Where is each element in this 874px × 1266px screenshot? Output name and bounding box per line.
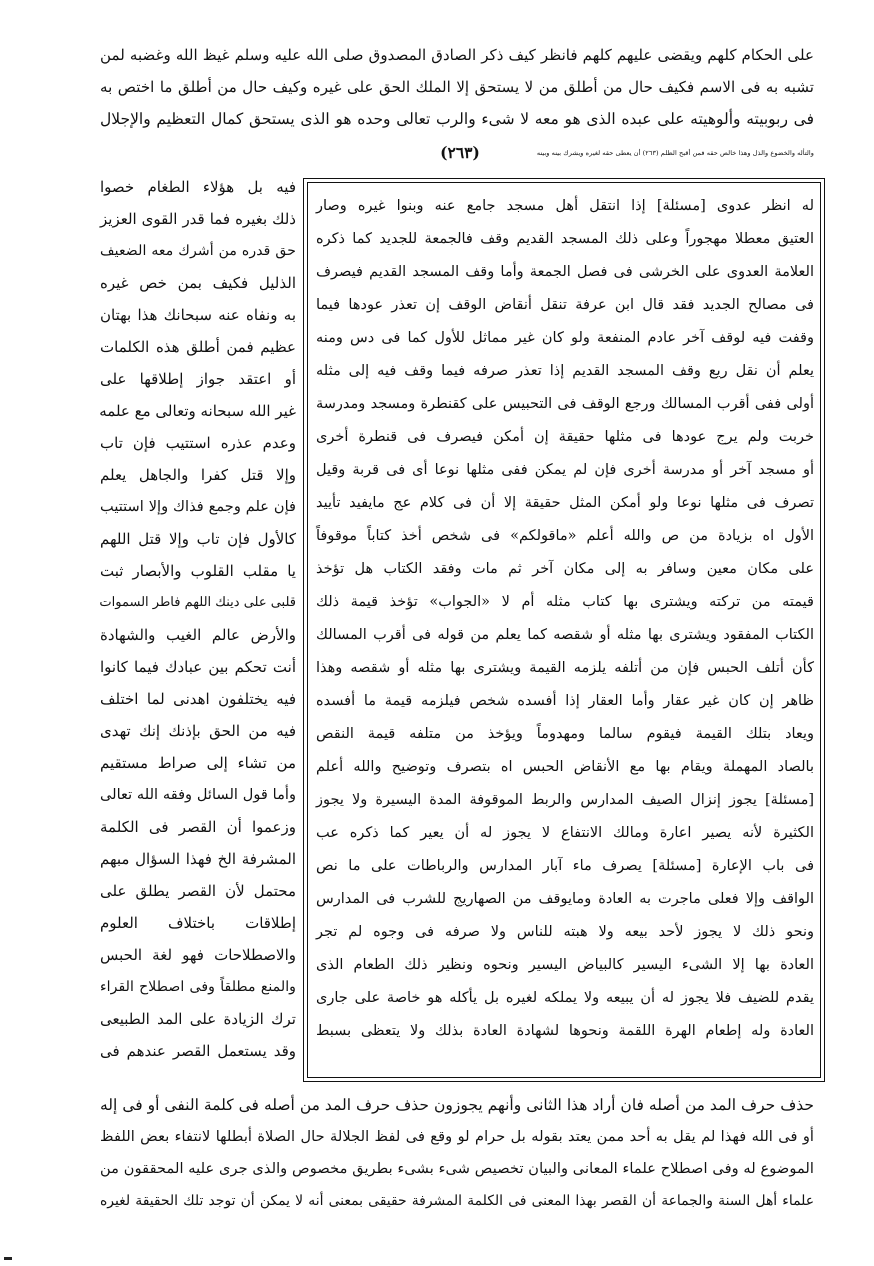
- side-line: أو اعتقد جواز إطلاقها على: [100, 370, 296, 388]
- box-line: الكثيرة لأنه يصير اعارة ومالك الانتفاع لا يجوز له أن يعير كما ذكره عب: [316, 825, 814, 841]
- side-line: وعدم عذره استتيب فإن تاب: [100, 434, 296, 452]
- side-line: فيه من الحق بإذنك إنك تهدى: [100, 722, 296, 740]
- side-line: فإن علم وجمع فذاك وإلا استتيب: [100, 498, 296, 515]
- box-line: على مكان معين وسافر به إلى مكان آخر ثم مات وفقد الكتاب هل تؤخذ: [316, 561, 814, 577]
- side-line: حق قدره من أشرك معه الضعيف: [100, 243, 296, 259]
- side-line: من تشاء إلى صراط مستقيم: [100, 754, 296, 772]
- bottom-line: أو فى الله فهذا لم يقل به أحد ممن يعتد بقوله بل حرام لو وقع فى لفظ الجلالة حال الصلاة أبطلها لانتفاء بعض اللفظ: [100, 1128, 814, 1145]
- box-line: [مسئلة] يجوز إنزال الصيف المدارس والربط الموقوفة المدة اليسيرة ولا يجوز: [316, 792, 814, 808]
- side-line: والاصطلاحات فهو لغة الحبس: [100, 946, 296, 964]
- box-line: العتيق معطلا مهجوراً وعلى ذلك المسجد القديم وقف فالجمعة للجديد كما ذكره: [316, 231, 814, 247]
- box-line: كأن أتلف الحبس فإن من أتلفه يلزمه القيمة ويشترى بها مثله أو شقصه وهذا: [316, 660, 814, 676]
- box-line: العادة وله إطعام الهرة اللقمة ونحوها لشهادة العادة بذلك ولا يتعظى بسبط: [316, 1023, 814, 1039]
- bottom-line: علماء أهل السنة والجماعة أن القصر بهذا المعنى فى الكلمة المشرفة حقيقى بمعنى أنه لا يمكن أن توجد تلك الحقيقة لغيره: [100, 1193, 814, 1209]
- side-line: الذليل فكيف بمن خص غيره: [100, 274, 296, 292]
- box-line: ويعاد بتلك القيمة فيقوم سالما ومهدوماً ويؤخذ من متلفه قيمة النقص: [316, 726, 814, 742]
- box-line: خربت ولم يرج عودها فى مثلها حقيقة إن أمكن فيصرف فى قنطرة أخرى: [316, 429, 814, 445]
- scan-mark: [4, 1257, 12, 1260]
- side-line: به ونفاه عنه سبحانك هذا بهتان: [100, 306, 296, 324]
- bottom-line: حذف حرف المد من أصله فان أراد هذا الثانى وأنهم يجوزون حذف حرف المد من أصله فى كلمة النفى أو فى إله: [100, 1096, 814, 1114]
- box-line: يقدم للضيف فلا يجوز له أن يبيعه ولا يملكه لغيره بل يأكله هو خاصة على جارى: [316, 990, 814, 1006]
- margin-commentary-box: [303, 178, 825, 1082]
- side-line: فيه بل هؤلاء الطغام خصوا: [100, 178, 296, 196]
- side-line: فيه يختلفون اهدنى لما اختلف: [100, 690, 296, 708]
- side-line: عظيم فمن أطلق هذه الكلمات: [100, 338, 296, 356]
- side-line: وزعموا أن القصر فى الكلمة: [100, 818, 296, 836]
- side-line: يا مقلب القلوب والأبصار ثبت: [100, 562, 296, 580]
- side-line: غير الله سبحانه وتعالى مع علمه: [99, 402, 296, 420]
- box-line: فى باب الإعارة [مسئلة] يصرف ماء آبار المدارس والرباطات على ما نص: [316, 858, 814, 874]
- box-line: العلامة العدوى على الخرشى فى فصل الجمعة وأما وقف المسجد القديم فيصرف: [316, 264, 814, 280]
- side-line: المشرفة الخ فهذا السؤال مبهم: [100, 850, 296, 868]
- page-number: (٢٦٣): [440, 143, 480, 162]
- box-line: فى مصالح الجديد فقد قال ابن عرفة تنقل أنقاض الوقف إن تعذر عودها فيما: [316, 297, 814, 313]
- box-line: وقفت فيه لوقف آخر عادم المنفعة ولو كان غير مماثل للأول كما فى دس ومنه: [316, 330, 814, 346]
- side-line: وإلا قتل كفرا والجاهل يعلم: [100, 466, 296, 484]
- top-line: والتأله والخضوع والذل وهذا خالص حقه فمن أقبح الظلم (٢٦٣) أن يعطى حقه لغيره ويشرك بينه وبينه: [536, 149, 814, 157]
- box-line: أو مسجد آخر أو مدرسة أخرى فإن لم يمكن ففى مثلها نوعا أى فى قربة وقيل: [316, 462, 814, 478]
- box-line: بالصاد المهملة ويقام بها مع الأنقاض الحبس اه بتصرف وتوضيح والله أعلم: [316, 759, 814, 775]
- side-line: والمنع مطلقاً وفى اصطلاح القراء: [100, 979, 296, 995]
- box-line: العادة بها إلا الشىء اليسير كالبياض اليسير ونحوه ونظير ذلك الطعام الذى: [316, 957, 814, 973]
- side-line: أنت تحكم بين عبادك فيما كانوا: [100, 658, 296, 676]
- side-line: وقد يستعمل القصر عندهم فى: [100, 1042, 296, 1060]
- box-line: يعلم أن نقل ريع وقف المسجد القديم إذا تعذر صرفه فيما وقف فيه إلى مثله: [316, 363, 814, 379]
- top-line: فى ربوبيته وألوهيته على عبده الذى هو معه لا شىء والرب تعالى وحده هو الذى يستحق كمال التعظيم والإجلال: [100, 110, 814, 128]
- side-line: وأما قول السائل وفقه الله تعالى: [100, 786, 296, 803]
- box-line: ونحو ذلك لا يجوز لأحد بيعه ولا هبته للناس ولا صرفه فى وجوه لم تجر: [316, 924, 814, 940]
- side-line: قلبى على دينك اللهم فاطر السموات: [99, 595, 296, 610]
- box-line: تصرف فى مثلها نوعا ولو أمكن المثل حقيقة إلا أن فى كلام عج مايفيد تأييد: [316, 495, 814, 511]
- side-line: ذلك بغيره فما قدر القوى العزيز: [100, 210, 296, 228]
- top-line: على الحكام كلهم ويقضى عليهم كلهم فانظر كيف ذكر الصادق المصدوق صلى الله عليه وسلم غيظ الله وغضبه لمن: [100, 46, 814, 64]
- side-line: والأرض عالم الغيب والشهادة: [100, 626, 296, 644]
- top-line-right-part: [536, 138, 814, 168]
- box-line: له انظر عدوى [مسئلة] إذا انتقل أهل مسجد جامع عنه وبنوا غيره وصار: [316, 198, 814, 214]
- box-line: ظاهر إن كان غير عقار وأما العقار إذا أفسده شخص فيلزمه قيمة ما أفسده: [316, 693, 814, 709]
- side-line: إطلاقات باختلاف العلوم: [100, 914, 296, 932]
- box-line: أولى ففى أقرب المسالك ورجع الوقف فى التحبيس على كقنطرة ومسجد ومدرسة: [316, 396, 814, 412]
- box-line: الأول اه بزيادة من ص والله أعلم «ماقولكم» فى شخص أخذ كتاباً موقوفاً: [316, 528, 814, 544]
- side-line: محتمل لأن القصر يطلق على: [100, 882, 296, 900]
- top-line: تشبه به فى الاسم فكيف حال من أطلق من لا يستحق إلا الملك الحق على غيره وكيف حال من أطلق ما اختص به: [100, 78, 814, 96]
- bottom-line: الموضوع له وفى اصطلاح علماء المعانى والبيان تخصيص شىء بشىء بطريق مخصوص والذى جرى عليه المحققون من: [100, 1160, 814, 1177]
- box-line: الكتاب المفقود ويشترى بها مثله أو شقصه كما يعلم من قوله فى أقرب المسالك: [316, 627, 814, 643]
- box-line: الواقف وإلا فعلى ماجرت به العادة ومايوقف من الصهاريج للشرب فى المدارس: [316, 891, 814, 907]
- box-line: قيمته من تركته ويشترى بها كتاب مثله أم لا «الجواب» تؤخذ قيمة ذلك: [316, 594, 814, 610]
- side-line: كالأول فإن تاب وإلا قتل اللهم: [100, 530, 296, 548]
- side-line: ترك الزيادة على المد الطبيعى: [100, 1010, 296, 1028]
